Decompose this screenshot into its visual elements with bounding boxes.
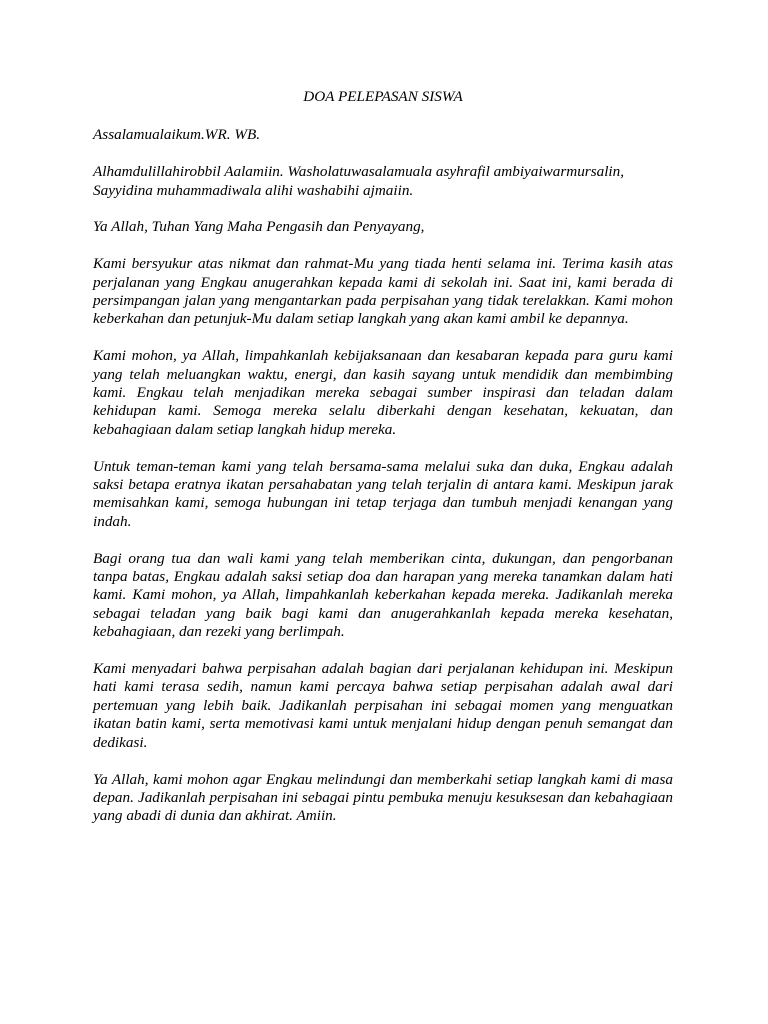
greeting: Assalamualaikum.WR. WB. — [93, 126, 261, 144]
document-title: DOA PELEPASAN SISWA — [303, 88, 463, 105]
paragraph-gratitude: Kami bersyukur atas nikmat dan rahmat-Mu yang tiada henti selama ini. Terima kasih atas perjalanan yang Engkau anugerahkan kepada kami di sekolah ini. Saat ini, kami berada di persimpangan jalan yang mengantarkan pada perpisahan yang tidak terelakkan. Kami mohon keberkahan dan petunjuk-Mu dalam setiap langkah yang akan kami ambil ke depannya. — [93, 255, 673, 328]
paragraph-teachers: Kami mohon, ya Allah, limpahkanlah kebijaksanaan dan kesabaran kepada para guru kami yang telah meluangkan waktu, energi, dan kasih sayang untuk mendidik dan membimbing kami. Engkau telah menjadikan mereka sebagai sumber inspirasi dan teladan dalam kehidupan kami. Semoga mereka selalu diberkahi dengan kesehatan, kekuatan, dan kebahagiaan dalam setiap langkah hidup mereka. — [93, 347, 673, 438]
invocation: Ya Allah, Tuhan Yang Maha Pengasih dan Penyayang, — [93, 218, 425, 236]
paragraph-farewell: Kami menyadari bahwa perpisahan adalah bagian dari perjalanan kehidupan ini. Meskipun hati kami terasa sedih, namun kami percaya bahwa setiap perpisahan adalah awal dari pertemuan yang lebih baik. Jadikanlah perpisahan ini sebagai momen yang menguatkan ikatan batin kami, serta memotivasi kami untuk menjalani hidup dengan penuh semangat dan dedikasi. — [93, 660, 673, 751]
opening-paragraph: Alhamdulillahirobbil Aalamiin. Washolatuwasalamuala asyhrafil ambiyaiwarmursalin, Sayyidina muhammadiwala alihi washabihi ajmaiin. — [93, 163, 625, 199]
paragraph-closing-prayer: Ya Allah, kami mohon agar Engkau melindungi dan memberkahi setiap langkah kami di masa depan. Jadikanlah perpisahan ini sebagai pintu pembuka menuju kesuksesan dan kebahagiaan yang abadi di dunia dan akhirat. Amiin. — [93, 770, 673, 825]
document-page — [93, 88, 673, 844]
paragraph-friends: Untuk teman-teman kami yang telah bersama-sama melalui suka dan duka, Engkau adalah saksi betapa eratnya ikatan persahabatan yang telah terjalin di antara kami. Meskipun jarak memisahkan kami, semoga hubungan ini tetap terjaga dan tumbuh menjadi kenangan yang indah. — [93, 457, 673, 530]
paragraph-parents: Bagi orang tua dan wali kami yang telah memberikan cinta, dukungan, dan pengorbanan tanpa batas, Engkau adalah saksi setiap doa dan harapan yang mereka tanamkan dalam hati kami. Kami mohon, ya Allah, limpahkanlah keberkahan kepada mereka. Jadikanlah mereka sebagai teladan yang baik bagi kami dan anugerahkanlah kepada mereka kesehatan, kebahagiaan, dan rezeki yang berlimpah. — [93, 549, 673, 641]
